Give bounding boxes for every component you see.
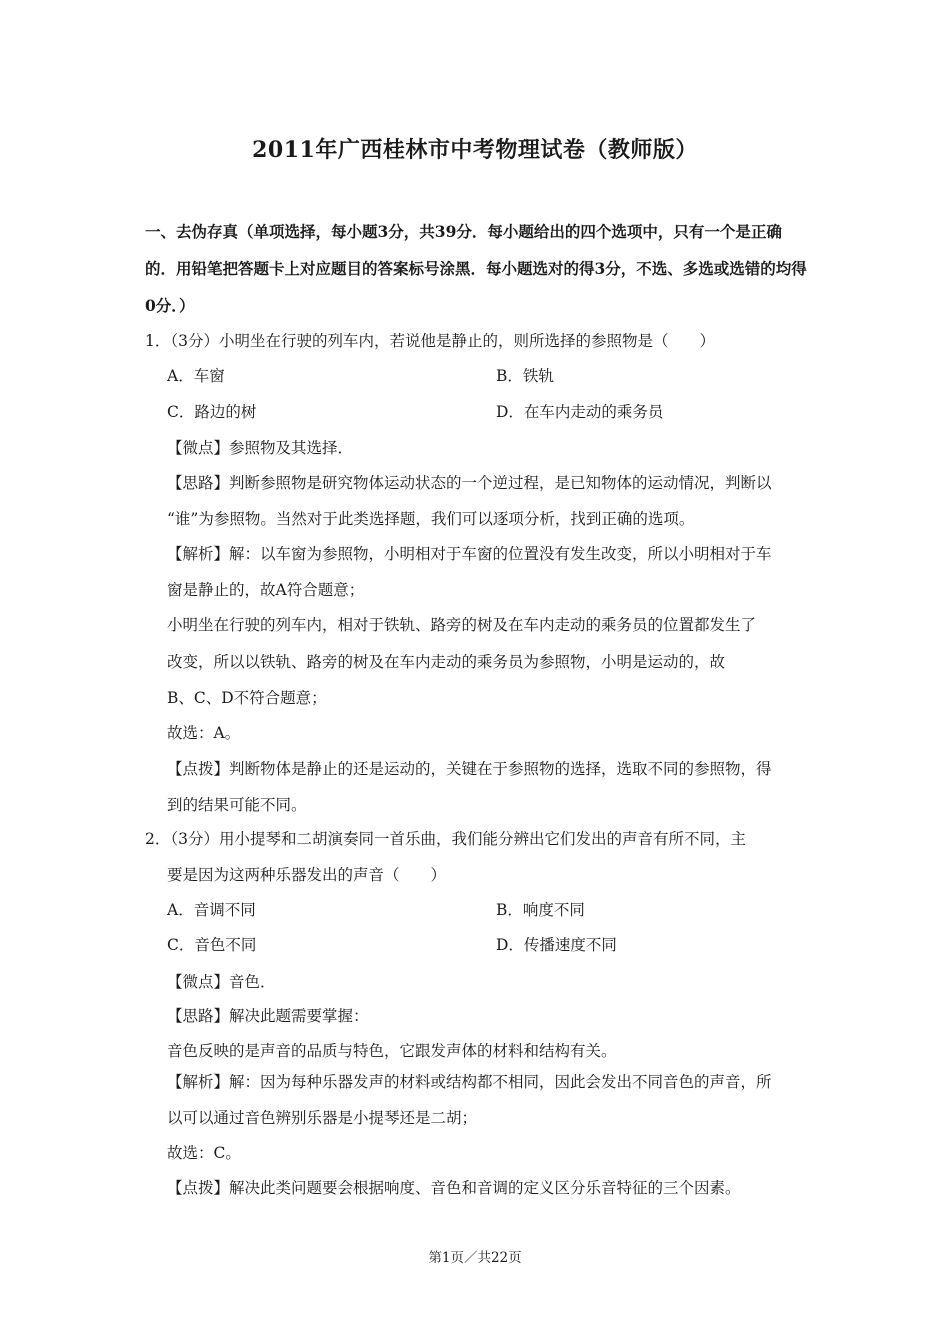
question-2-option-c: C．音色不同: [167, 936, 257, 954]
weidian-label: 【微点】: [167, 973, 230, 991]
question-2-option-a: A．音调不同: [167, 901, 256, 919]
dianbo-text: 判断物体是静止的还是运动的，关键在于参照物的选择，选取不同的参照物，得: [229, 760, 772, 778]
silu-label: 【思路】: [167, 474, 230, 492]
question-1-jiexi-line-5: B、C、D不符合题意；: [167, 689, 327, 707]
page-title: 2011年广西桂林市中考物理试卷（教师版）: [252, 137, 698, 163]
question-1-jiexi-line-2: 窗是静止的，故A符合题意；: [167, 581, 365, 599]
question-1-option-c: C．路边的树: [167, 403, 257, 421]
jiexi-text: 解：因为每种乐器发声的材料或结构都不相同，因此会发出不同音色的声音，所: [229, 1073, 772, 1091]
question-2-weidian: [167, 970, 276, 992]
question-2-option-d: D．传播速度不同: [496, 936, 617, 954]
question-2-jiexi: [167, 1070, 772, 1092]
question-1-jiexi-line-4: 改变，所以以铁轨、路旁的树及在车内走动的乘务员为参照物，小明是运动的，故: [167, 653, 726, 671]
question-1-silu-cont: “谁”为参照物。当然对于此类选择题，我们可以逐项分析，找到正确的选项。: [167, 510, 695, 528]
question-2-dianbo: [167, 1176, 741, 1198]
weidian-text: 音色．: [229, 973, 276, 991]
question-2-stem: 2．（3分）用小提琴和二胡演奏同一首乐曲，我们能分辨出它们发出的声音有所不同，主: [145, 830, 746, 848]
page-footer: 第1页／共22页: [428, 1250, 522, 1266]
question-1-option-a: A．车窗: [167, 367, 225, 385]
silu-label: 【思路】: [167, 1007, 230, 1025]
jiexi-label: 【解析】: [167, 1073, 230, 1091]
question-1-jiexi: [167, 542, 772, 564]
weidian-text: 参照物及其选择．: [229, 439, 354, 457]
dianbo-label: 【点拨】: [167, 760, 230, 778]
jiexi-text: 解：以车窗为参照物，小明相对于车窗的位置没有发生改变，所以小明相对于车: [229, 545, 772, 563]
silu-text: 解决此题需要掌握：: [229, 1007, 369, 1025]
question-2-option-b: B．响度不同: [496, 901, 585, 919]
question-2-stem-cont: 要是因为这两种乐器发出的声音（ ）: [167, 866, 447, 884]
jiexi-label: 【解析】: [167, 545, 230, 563]
question-1-stem: 1．（3分）小明坐在行驶的列车内，若说他是静止的，则所选择的参照物是（ ）: [145, 332, 715, 350]
question-1-answer: 故选：A。: [167, 724, 241, 742]
question-2-answer: 故选：C。: [167, 1144, 241, 1162]
question-1-dianbo-cont: 到的结果可能不同。: [167, 796, 307, 814]
question-2-silu: [167, 1004, 369, 1026]
question-1-weidian: [167, 436, 353, 458]
weidian-label: 【微点】: [167, 439, 230, 457]
dianbo-text: 解决此类问题要会根据响度、音色和音调的定义区分乐音特征的三个因素。: [229, 1179, 741, 1197]
question-1-option-b: B．铁轨: [496, 367, 554, 385]
section-header: 一、去伪存真（单项选择，每小题3分，共39分．每小题给出的四个选项中，只有一个是正确的．用铅笔把答题卡上对应题目的答案标号涂黑．每小题选对的得3分，不选、多选或选错的均得0分．）: [145, 222, 807, 315]
question-2-silu-cont: 音色反映的是声音的品质与特色，它跟发声体的材料和结构有关。: [167, 1042, 617, 1060]
silu-text: 判断参照物是研究物体运动状态的一个逆过程，是已知物体的运动情况，判断以: [229, 474, 772, 492]
dianbo-label: 【点拨】: [167, 1179, 230, 1197]
question-1-dianbo: [167, 757, 772, 779]
question-2-jiexi-line-2: 以可以通过音色辨别乐器是小提琴还是二胡；: [167, 1109, 478, 1127]
question-1-option-d: D．在车内走动的乘务员: [496, 403, 664, 421]
question-1-jiexi-line-3: 小明坐在行驶的列车内，相对于铁轨、路旁的树及在车内走动的乘务员的位置都发生了: [167, 616, 757, 634]
question-1-silu: [167, 471, 772, 493]
